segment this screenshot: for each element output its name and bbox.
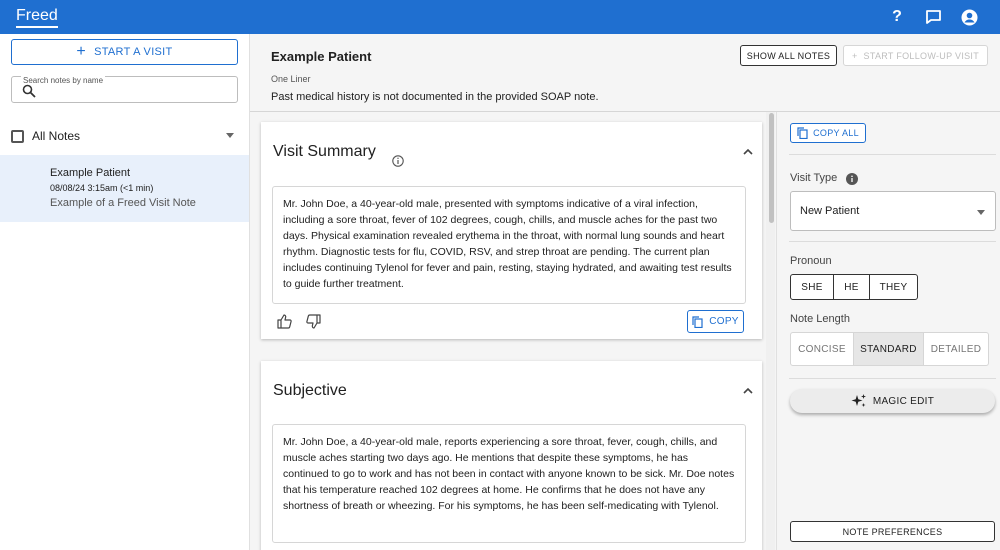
copy-icon bbox=[797, 127, 808, 139]
copy-icon bbox=[692, 316, 703, 328]
top-actions bbox=[888, 8, 978, 26]
chevron-down-icon bbox=[977, 210, 985, 215]
sparkle-icon bbox=[851, 393, 867, 409]
section-title: Subjective bbox=[273, 382, 347, 399]
note-description: Example of a Freed Visit Note bbox=[50, 197, 196, 209]
pronoun-he-button[interactable]: HE bbox=[833, 275, 869, 299]
search-input[interactable] bbox=[11, 76, 238, 103]
note-patient-name: Example Patient bbox=[50, 167, 131, 179]
pronoun-she-button[interactable]: SHE bbox=[801, 281, 823, 293]
start-visit-label: START A VISIT bbox=[94, 46, 173, 58]
all-notes-label: All Notes bbox=[32, 129, 81, 143]
pronoun-label: Pronoun bbox=[790, 255, 832, 267]
visit-type-value: New Patient bbox=[800, 205, 860, 217]
search-icon bbox=[22, 84, 36, 98]
sidebar bbox=[0, 34, 250, 550]
thumbs-up-icon[interactable] bbox=[277, 314, 292, 329]
divider bbox=[789, 378, 996, 379]
help-icon[interactable]: ? bbox=[892, 8, 902, 25]
note-sections bbox=[250, 112, 775, 550]
feedback-icon[interactable] bbox=[924, 8, 942, 26]
length-concise-button[interactable]: CONCISE bbox=[798, 343, 846, 355]
copy-all-button[interactable] bbox=[790, 123, 866, 143]
copy-button[interactable] bbox=[687, 310, 744, 333]
info-icon[interactable] bbox=[846, 173, 858, 185]
note-length-toggle-group bbox=[790, 332, 989, 366]
section-body[interactable]: Mr. John Doe, a 40-year-old male, presented with symptoms indicative of a viral infection, including a sore throat, fever of 102 degrees, cough, chills, and muscle aches for the past two days. Physical examination revealed erythema in the throat, with normal lung sounds and heart rhythm. Diagnostic tests for flu, COVID, RSV, and strep throat are pending. The current plan includes continuing Tylenol for fever and pain, resting, staying hydrated, and awaiting test results to guide further treatment. bbox=[272, 186, 746, 304]
thumbs-down-icon[interactable] bbox=[306, 314, 321, 329]
magic-edit-label: MAGIC EDIT bbox=[872, 395, 935, 407]
patient-header bbox=[250, 34, 1000, 112]
length-standard-button[interactable]: STANDARD bbox=[853, 333, 923, 365]
copy-all-label: COPY ALL bbox=[813, 128, 859, 138]
note-length-label: Note Length bbox=[790, 313, 850, 325]
note-datetime: 08/08/24 3:15am (<1 min) bbox=[50, 183, 154, 193]
patient-name: Example Patient bbox=[271, 49, 372, 64]
start-follow-up-label: START FOLLOW-UP VISIT bbox=[863, 50, 980, 61]
start-visit-button[interactable] bbox=[11, 39, 238, 65]
all-notes-filter[interactable] bbox=[11, 126, 238, 146]
plus-icon: + bbox=[851, 50, 858, 61]
copy-label: COPY bbox=[709, 316, 739, 327]
note-settings-panel bbox=[776, 112, 1000, 550]
subjective-card bbox=[261, 361, 762, 550]
chevron-down-icon[interactable] bbox=[226, 133, 234, 138]
account-icon[interactable] bbox=[960, 8, 978, 26]
divider bbox=[789, 154, 996, 155]
feedback-buttons bbox=[277, 314, 321, 329]
select-all-checkbox[interactable] bbox=[11, 130, 24, 143]
section-body[interactable]: Mr. John Doe, a 40-year-old male, reports experiencing a sore throat, fever, cough, chills, and muscle aches starting two days ago. He mentions that despite these symptoms, he has continued to go to work and has not been in contact with anyone known to be sick. Mr. Doe notes that his temperature reached 102 degrees at home. He confirms that he does not have any shortness of breath or wheezing. For his symptoms, he has been self-medicating with Tylenol. bbox=[272, 424, 746, 543]
section-title: Visit Summary bbox=[273, 143, 376, 160]
show-all-notes-button[interactable]: SHOW ALL NOTES bbox=[740, 45, 837, 66]
one-liner-text: Past medical history is not documented in the provided SOAP note. bbox=[271, 91, 599, 103]
chevron-up-icon[interactable] bbox=[742, 147, 754, 157]
note-list-item[interactable] bbox=[0, 155, 249, 222]
chevron-up-icon[interactable] bbox=[742, 386, 754, 396]
pronoun-they-button[interactable]: THEY bbox=[869, 275, 917, 299]
visit-type-label: Visit Type bbox=[790, 172, 838, 184]
visit-summary-card bbox=[261, 122, 762, 339]
note-preferences-button[interactable]: NOTE PREFERENCES bbox=[790, 521, 995, 542]
scrollbar-thumb[interactable] bbox=[769, 113, 774, 223]
start-follow-up-button[interactable] bbox=[843, 45, 988, 66]
info-icon[interactable] bbox=[392, 155, 404, 167]
divider bbox=[789, 241, 996, 242]
brand-logo[interactable]: Freed bbox=[16, 7, 58, 28]
pronoun-toggle-group bbox=[790, 274, 918, 300]
length-detailed-button[interactable]: DETAILED bbox=[923, 333, 988, 365]
plus-icon: + bbox=[76, 43, 87, 60]
visit-type-select[interactable] bbox=[790, 191, 996, 231]
top-app-bar bbox=[0, 0, 1000, 34]
one-liner-label: One Liner bbox=[271, 74, 311, 84]
search-label: Search notes by name bbox=[23, 76, 104, 85]
magic-edit-button[interactable] bbox=[790, 389, 995, 413]
